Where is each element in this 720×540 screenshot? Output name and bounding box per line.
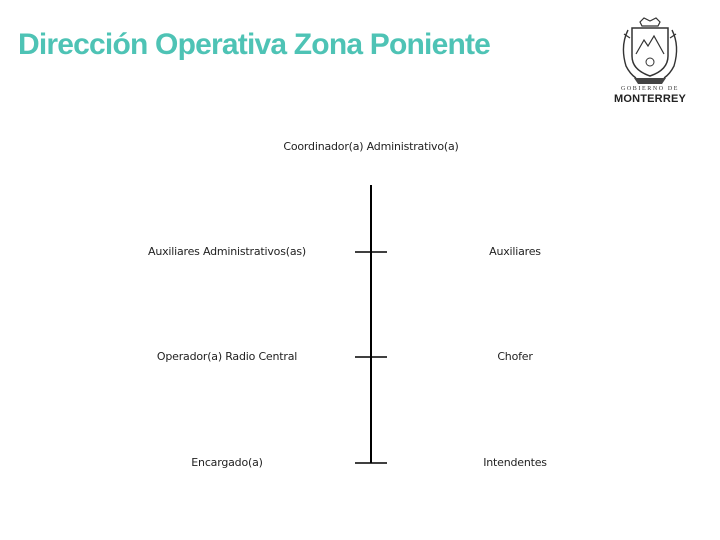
node-chofer: Chofer: [497, 350, 533, 363]
node-coordinador: Coordinador(a) Administrativo(a): [283, 140, 459, 153]
node-intendentes: Intendentes: [483, 456, 547, 469]
node-operador-radio: Operador(a) Radio Central: [156, 350, 298, 363]
node-auxiliares-administrativos: Auxiliares Administrativos(as): [147, 245, 307, 258]
logo-line2: MONTERREY: [613, 93, 687, 105]
node-auxiliares: Auxiliares: [489, 245, 541, 258]
logo-line1: GOBIERNO DE: [620, 86, 680, 92]
node-encargado: Encargado(a): [191, 456, 263, 469]
page-title: Dirección Operativa Zona Poniente: [18, 28, 491, 61]
